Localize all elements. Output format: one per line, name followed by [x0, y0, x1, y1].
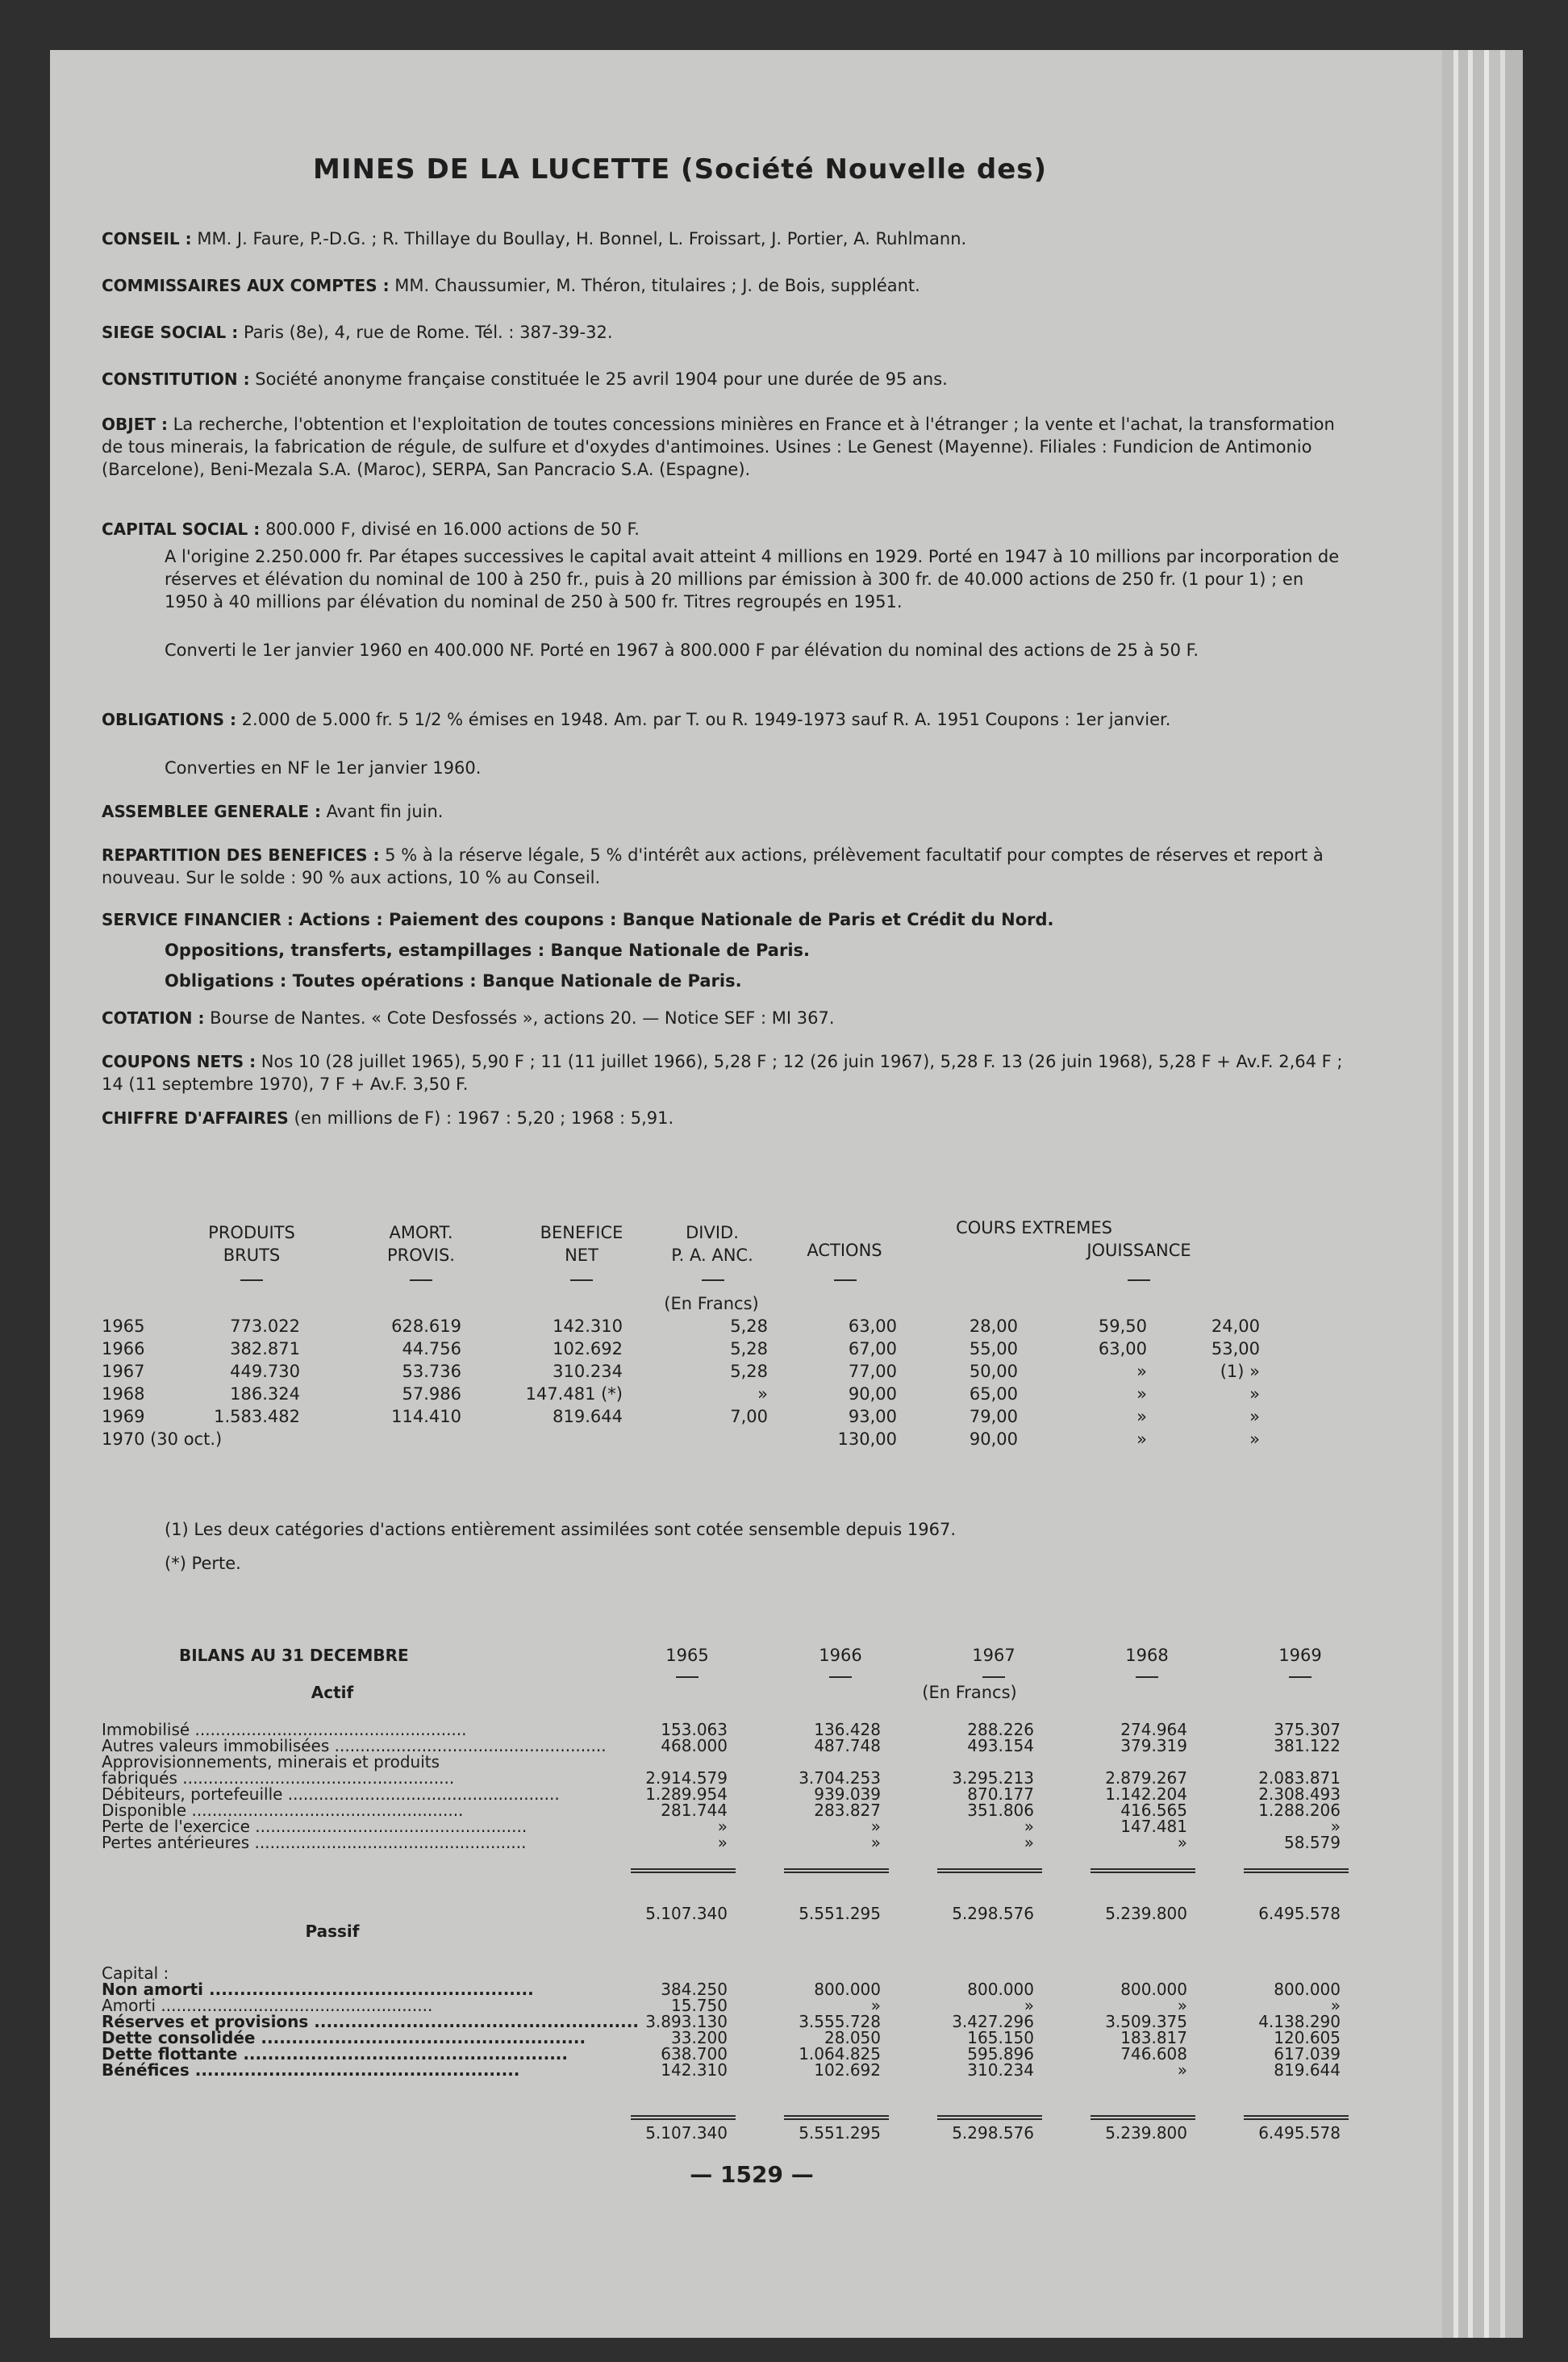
table1-cell: »	[1249, 1429, 1260, 1449]
table1-cell: 24,00	[1211, 1317, 1260, 1336]
bilan-value: 15.750	[671, 1996, 728, 2015]
bilan-total: 5.298.576	[952, 1904, 1034, 1923]
header-produits: PRODUITS BRUTS	[208, 1223, 295, 1265]
bilan-value: 288.226	[967, 1720, 1034, 1739]
total-rule	[1091, 1868, 1195, 1870]
header-actions: ACTIONS	[807, 1241, 882, 1260]
bilan-total: 5.239.800	[1105, 2123, 1187, 2143]
passif-label: Passif	[305, 1922, 360, 1941]
total-rule	[631, 2115, 736, 2117]
bilan-row-label: Dette consolidée .....................................................	[102, 2028, 586, 2047]
bilan-value: »	[1330, 1996, 1341, 2015]
total-rule	[784, 2115, 889, 2117]
year-dash	[1136, 1676, 1158, 1678]
bilan-value: 165.150	[967, 2028, 1034, 2047]
bilan-row-label: Dette flottante .....................................................	[102, 2044, 568, 2064]
total-rule	[1244, 2115, 1349, 2117]
table1-cell: 53,00	[1211, 1339, 1260, 1358]
bilan-total: 5.107.340	[645, 2123, 728, 2143]
bilan-value: »	[1177, 1833, 1187, 1852]
table1-cell: 53.736	[402, 1362, 461, 1381]
table1-cell: 50,00	[969, 1362, 1018, 1381]
bilan-value: 3.509.375	[1105, 2012, 1187, 2031]
bilan-value: 153.063	[661, 1720, 728, 1739]
total-rule	[1091, 1872, 1195, 1873]
bilan-row-label: Bénéfices .....................................................	[102, 2060, 520, 2080]
bilan-value: 310.234	[967, 2060, 1034, 2080]
bilan-value: »	[717, 1817, 728, 1836]
year-dash	[676, 1676, 699, 1678]
bilan-value: 136.428	[814, 1720, 881, 1739]
bilan-value: »	[1177, 2060, 1187, 2080]
bilan-row-label: Réserves et provisions .....................................................	[102, 2012, 639, 2031]
total-rule	[784, 1872, 889, 1873]
table1-cell: 59,50	[1098, 1317, 1147, 1336]
table1-cell: 93,00	[848, 1407, 897, 1426]
bilan-value: 375.307	[1274, 1720, 1341, 1739]
section-obligations: OBLIGATIONS : 2.000 de 5.000 fr. 5 1/2 % émises en 1948. Am. par T. ou R. 1949-1973 sauf R. A. 1951 Coupons : 1er janvier.	[102, 710, 1171, 729]
header-amort: AMORT. PROVIS.	[387, 1223, 455, 1265]
total-rule	[937, 1868, 1042, 1870]
bilan-value: 33.200	[671, 2028, 728, 2047]
table1-cell: 55,00	[969, 1339, 1018, 1358]
table1-cell: 5,28	[730, 1317, 768, 1336]
section-capital-conversion: Converti le 1er janvier 1960 en 400.000 NF. Porté en 1967 à 800.000 F par élévation du nominal des actions de 25 à 50 F.	[165, 641, 1199, 660]
bilan-value: 819.644	[1274, 2060, 1341, 2080]
table1-cell: 28,00	[969, 1317, 1018, 1336]
bilan-value: 147.481	[1120, 1817, 1187, 1836]
total-rule	[1091, 2118, 1195, 2120]
table1-cell: »	[1249, 1407, 1260, 1426]
document-page	[50, 50, 1444, 2338]
section-obligations-conversion: Converties en NF le 1er janvier 1960.	[165, 758, 482, 778]
bilan-value: 800.000	[814, 1980, 881, 1999]
table1-cell: 628.619	[391, 1317, 461, 1336]
bilan-row-label: Débiteurs, portefeuille .....................................................	[102, 1784, 560, 1804]
table1-cell: 63,00	[848, 1317, 897, 1336]
bilan-value: 800.000	[1274, 1980, 1341, 1999]
total-rule	[1244, 2118, 1349, 2120]
bilan-value: 1.142.204	[1105, 1784, 1187, 1804]
bilan-value: 102.692	[814, 2060, 881, 2080]
table1-cell: 63,00	[1098, 1339, 1147, 1358]
header-cours-extremes: COURS EXTREMES	[956, 1218, 1112, 1237]
bilan-row-label: Autres valeurs immobilisées .....................................................	[102, 1736, 607, 1755]
header-jouissance: JOUISSANCE	[1086, 1241, 1191, 1260]
section-siege: SIEGE SOCIAL : Paris (8e), 4, rue de Rome. Tél. : 387-39-32.	[102, 323, 613, 342]
bilan-value: 2.914.579	[645, 1768, 728, 1788]
page-title: MINES DE LA LUCETTE (Société Nouvelle des)	[313, 153, 1048, 186]
bilan-value: »	[1177, 1996, 1187, 2015]
table1-unit: (En Francs)	[664, 1294, 759, 1313]
table1-cell: 79,00	[969, 1407, 1018, 1426]
bilan-row-label: Pertes antérieures .....................................................	[102, 1833, 527, 1852]
table1-cell: (1) »	[1220, 1362, 1260, 1381]
year-dash	[1289, 1676, 1312, 1678]
bilan-total: 5.239.800	[1105, 1904, 1187, 1923]
bilan-total: 5.298.576	[952, 2123, 1034, 2143]
total-rule	[1244, 1868, 1349, 1870]
bilan-value: 800.000	[967, 1980, 1034, 1999]
bilan-value: 2.083.871	[1258, 1768, 1341, 1788]
bilan-value: 1.064.825	[799, 2044, 881, 2064]
bilan-value: 468.000	[661, 1736, 728, 1755]
table1-cell: 44.756	[402, 1339, 461, 1358]
table1-cell: 1967	[102, 1362, 145, 1381]
bilan-value: 617.039	[1274, 2044, 1341, 2064]
bilan-value: 142.310	[661, 2060, 728, 2080]
bilan-value: 28.050	[824, 2028, 881, 2047]
bilan-value: 4.138.290	[1258, 2012, 1341, 2031]
table1-cell: 186.324	[230, 1384, 300, 1404]
bilan-value: 3.893.130	[645, 2012, 728, 2031]
bilan-row-label: Non amorti .....................................................	[102, 1980, 534, 1999]
year-dash	[829, 1676, 852, 1678]
bilans-year: 1969	[1278, 1646, 1322, 1665]
table1-cell: 1.583.482	[214, 1407, 300, 1426]
bilan-value: 283.827	[814, 1801, 881, 1820]
total-rule	[784, 1868, 889, 1870]
bilans-year: 1968	[1125, 1646, 1169, 1665]
bilan-row-label: Approvisionnements, minerais et produits	[102, 1752, 440, 1772]
bilan-value: 2.308.493	[1258, 1784, 1341, 1804]
table1-cell: 57.986	[402, 1384, 461, 1404]
bilan-value: 416.565	[1120, 1801, 1187, 1820]
table1-cell: 65,00	[969, 1384, 1018, 1404]
table1-note-1: (1) Les deux catégories d'actions entièrement assimilées sont cotée sensemble depuis 1967.	[165, 1520, 956, 1539]
bilan-value: 281.744	[661, 1801, 728, 1820]
table1-cell: 449.730	[230, 1362, 300, 1381]
table1-cell: 1965	[102, 1317, 145, 1336]
header-divid: DIVID. P. A. ANC.	[671, 1223, 753, 1265]
table1-cell: »	[1136, 1407, 1147, 1426]
section-service-financier: SERVICE FINANCIER : Actions : Paiement des coupons : Banque Nationale de Paris et Crédit du Nord.	[102, 910, 1054, 929]
table1-cell: 102.692	[553, 1339, 623, 1358]
bilan-value: »	[870, 1833, 881, 1852]
section-repartition: REPARTITION DES BENEFICES : 5 % à la réserve légale, 5 % d'intérêt aux actions, prélèvement facultatif pour comptes de réserves et report à nouveau. Sur le solde : 90 % aux actions, 10 % au Conseil.	[102, 845, 1324, 887]
bilan-value: 800.000	[1120, 1980, 1187, 1999]
bilan-value: 183.817	[1120, 2028, 1187, 2047]
bilan-value: 381.122	[1274, 1736, 1341, 1755]
bilan-value: »	[717, 1833, 728, 1852]
table1-cell: 1969	[102, 1407, 145, 1426]
table1-note-2: (*) Perte.	[165, 1554, 241, 1573]
section-constitution: CONSTITUTION : Société anonyme française constituée le 25 avril 1904 pour une durée de 95 ans.	[102, 369, 948, 389]
bilan-value: 379.319	[1120, 1736, 1187, 1755]
bilans-title: BILANS AU 31 DECEMBRE	[179, 1646, 409, 1665]
bilan-total: 6.495.578	[1258, 1904, 1341, 1923]
section-capital-history: A l'origine 2.250.000 fr. Par étapes successives le capital avait atteint 4 millions en 1929. Porté en 1947 à 10 millions par incorporation de réserves et élévation du nominal de 100 à 250 fr., puis à 20 millions par émission à 300 fr. de 40.000 actions de 250 fr. (1 pour 1) ; en 1950 à 40 millions par élévation du nominal de 250 à 500 fr. Titres regroupés en 1951.	[165, 547, 1340, 611]
total-rule	[631, 2118, 736, 2120]
bilan-row-label: Capital :	[102, 1963, 169, 1983]
section-coupons: COUPONS NETS : Nos 10 (28 juillet 1965), 5,90 F ; 11 (11 juillet 1966), 5,28 F ; 12 (26 juin 1967), 5,28 F. 13 (26 juin 1968), 5,28 F + Av.F. 2,64 F ; 14 (11 septembre 1970), 7 F + Av.F. 3,50 F.	[102, 1052, 1343, 1094]
bilan-value: 870.177	[967, 1784, 1034, 1804]
bilans-year: 1967	[972, 1646, 1015, 1665]
bilan-value: 384.250	[661, 1980, 728, 1999]
section-objet: OBJET : La recherche, l'obtention et l'exploitation de toutes concessions minières en France et à l'étranger ; la vente et l'achat, la transformation de tous minerais, la fabrication de régule, de sulfure et d'oxydes d'antimoines. Usines : Le Genest (Mayenne). Filiales : Fundicion de Antimonio (Barcelone), Beni-Mezala S.A. (Maroc), SERPA, San Pancracio S.A. (Espagne).	[102, 415, 1335, 479]
bilan-value: 1.289.954	[645, 1784, 728, 1804]
table1-cell: 114.410	[391, 1407, 461, 1426]
bilan-row-label: fabriqués .....................................................	[102, 1768, 455, 1788]
bilan-value: 351.806	[967, 1801, 1034, 1820]
total-rule	[1244, 1872, 1349, 1873]
table1-cell: 90,00	[969, 1429, 1018, 1449]
table1-cell: 1970 (30 oct.)	[102, 1429, 223, 1449]
bilan-value: 1.288.206	[1258, 1801, 1341, 1820]
table1-cell: 1966	[102, 1339, 145, 1358]
table1-cell: 147.481 (*)	[525, 1384, 623, 1404]
bilan-row-label: Amorti .....................................................	[102, 1996, 433, 2015]
bilan-value: »	[1024, 1817, 1034, 1836]
bilan-row-label: Immobilisé .....................................................	[102, 1720, 467, 1739]
table1-cell: 90,00	[848, 1384, 897, 1404]
bilan-value: 3.295.213	[952, 1768, 1034, 1788]
bilan-value: »	[1330, 1817, 1341, 1836]
bilan-value: 595.896	[967, 2044, 1034, 2064]
bilan-value: 120.605	[1274, 2028, 1341, 2047]
year-dash	[982, 1676, 1005, 1678]
bilan-value: 638.700	[661, 2044, 728, 2064]
section-conseil: CONSEIL : MM. J. Faure, P.-D.G. ; R. Thillaye du Boullay, H. Bonnel, L. Froissart, J. Portier, A. Ruhlmann.	[102, 229, 967, 248]
table1-cell: 130,00	[837, 1429, 897, 1449]
total-rule	[631, 1868, 736, 1870]
table1-cell: 67,00	[848, 1339, 897, 1358]
table1-cell: »	[1136, 1384, 1147, 1404]
bilan-total: 5.107.340	[645, 1904, 728, 1923]
bilan-value: »	[1024, 1833, 1034, 1852]
total-rule	[784, 2118, 889, 2120]
total-rule	[1091, 2115, 1195, 2117]
bilan-value: 746.608	[1120, 2044, 1187, 2064]
table1-cell: 5,28	[730, 1362, 768, 1381]
section-oppositions: Oppositions, transferts, estampillages : Banque Nationale de Paris.	[165, 941, 811, 960]
table1-cell: 7,00	[730, 1407, 768, 1426]
section-chiffre-affaires: CHIFFRE D'AFFAIRES (en millions de F) : 1967 : 5,20 ; 1968 : 5,91.	[102, 1108, 674, 1128]
table1-cell: »	[1136, 1362, 1147, 1381]
table1-cell: 77,00	[848, 1362, 897, 1381]
header-benefice: BENEFICE NET	[540, 1223, 623, 1265]
bilan-value: 493.154	[967, 1736, 1034, 1755]
bilans-year: 1966	[819, 1646, 862, 1665]
bilan-value: »	[870, 1817, 881, 1836]
total-rule	[937, 1872, 1042, 1873]
bilan-value: »	[870, 1996, 881, 2015]
section-assemblee: ASSEMBLEE GENERALE : Avant fin juin.	[102, 802, 444, 821]
section-obligations-ops: Obligations : Toutes opérations : Banque Nationale de Paris.	[165, 971, 742, 991]
bilan-total: 5.551.295	[799, 2123, 881, 2143]
section-cotation: COTATION : Bourse de Nantes. « Cote Desfossés », actions 20. — Notice SEF : MI 367.	[102, 1008, 835, 1028]
table1-cell: »	[1136, 1429, 1147, 1449]
section-commissaires: COMMISSAIRES AUX COMPTES : MM. Chaussumier, M. Théron, titulaires ; J. de Bois, suppléant.	[102, 276, 920, 295]
table1-cell: »	[1249, 1384, 1260, 1404]
bilan-row-label: Disponible .....................................................	[102, 1801, 464, 1820]
table1-cell: 1968	[102, 1384, 145, 1404]
section-capital: CAPITAL SOCIAL : 800.000 F, divisé en 16.000 actions de 50 F.	[102, 520, 640, 539]
table1-cell: 382.871	[230, 1339, 300, 1358]
bilans-year: 1965	[665, 1646, 709, 1665]
table1-cell: 5,28	[730, 1339, 768, 1358]
bilan-value: 939.039	[814, 1784, 881, 1804]
total-rule	[937, 2115, 1042, 2117]
table1-cell: 819.644	[553, 1407, 623, 1426]
total-rule	[937, 2118, 1042, 2120]
bilan-value: 3.555.728	[799, 2012, 881, 2031]
bilan-value: 274.964	[1120, 1720, 1187, 1739]
bilan-total: 6.495.578	[1258, 2123, 1341, 2143]
bilan-value: 2.879.267	[1105, 1768, 1187, 1788]
bilan-value: »	[1024, 1996, 1034, 2015]
bilans-unit: (En Francs)	[922, 1683, 1017, 1702]
table1-cell: 142.310	[553, 1317, 623, 1336]
bilan-row-label: Perte de l'exercice .....................................................	[102, 1817, 528, 1836]
bilan-value: 58.579	[1284, 1833, 1341, 1852]
page-number: — 1529 —	[690, 2161, 814, 2188]
bilan-value: 3.427.296	[952, 2012, 1034, 2031]
total-rule	[631, 1872, 736, 1873]
table1-cell: »	[757, 1384, 768, 1404]
actif-label: Actif	[311, 1683, 354, 1702]
bilan-value: 487.748	[814, 1736, 881, 1755]
table1-cell: 773.022	[230, 1317, 300, 1336]
bilan-total: 5.551.295	[799, 1904, 881, 1923]
book-page-edges	[1442, 50, 1523, 2338]
bilan-value: 3.704.253	[799, 1768, 881, 1788]
table1-cell: 310.234	[553, 1362, 623, 1381]
